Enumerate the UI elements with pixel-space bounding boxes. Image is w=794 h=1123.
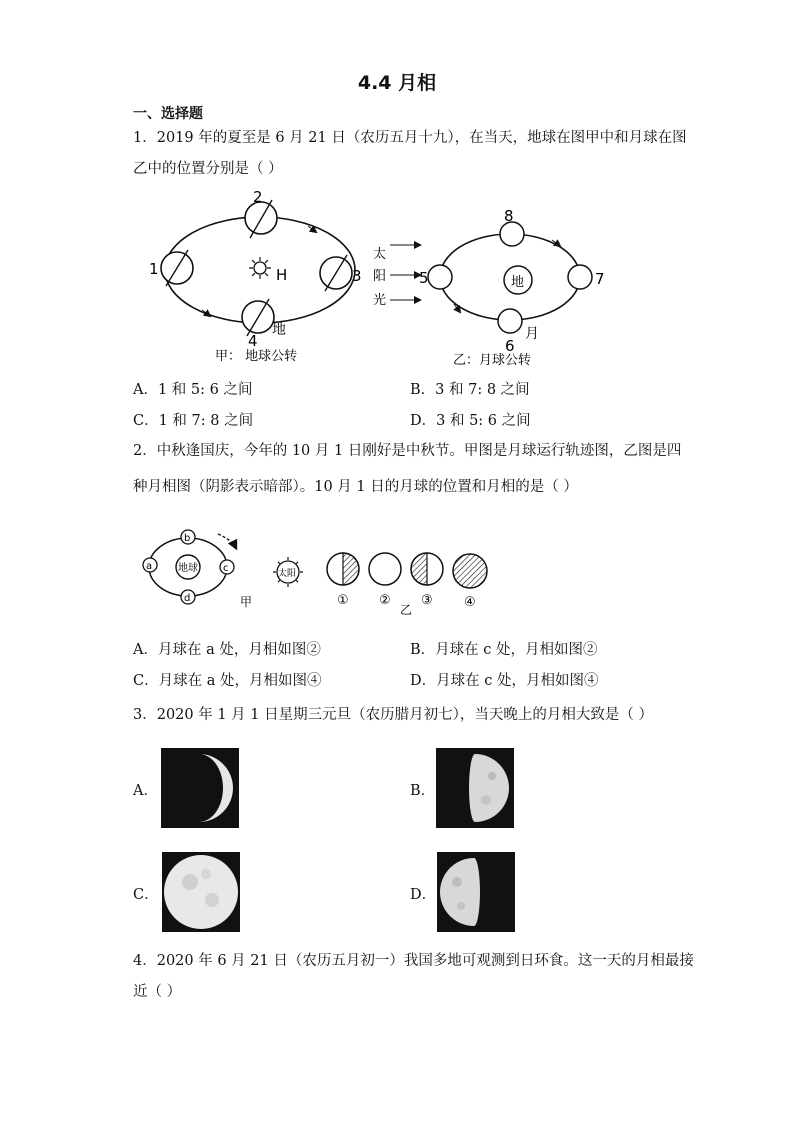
- moon-position-6: [498, 309, 522, 333]
- question-1-option-a[interactable]: A．1 和 5: 6 之间: [133, 382, 253, 398]
- sunlight-label-2: 阳: [373, 269, 387, 284]
- question-1-figure: [140, 182, 620, 372]
- question-2-line-2: 种月相图（阴影表示暗部）。10 月 1 日的月球的位置和月相的是（ ）: [133, 479, 578, 495]
- question-2-option-c[interactable]: C．月球在 a 处，月相如图④: [133, 673, 322, 689]
- question-3-option-a[interactable]: A．: [133, 783, 158, 799]
- figure-jia-label: 甲: [240, 595, 253, 609]
- sun-label: 太阳: [278, 569, 297, 579]
- label-5: 5: [419, 269, 429, 287]
- label-a: a: [146, 561, 153, 572]
- moon-phase-2: [369, 553, 401, 585]
- question-3-option-c[interactable]: C．: [133, 887, 159, 903]
- question-2-option-b[interactable]: B．月球在 c 处，月相如图②: [410, 642, 598, 658]
- moon-photo-b: [436, 748, 514, 828]
- label-3: 3: [352, 267, 362, 285]
- earth-label: 地球: [178, 563, 198, 574]
- question-2-option-d[interactable]: D．月球在 c 处，月相如图④: [410, 673, 599, 689]
- figure-yi-label: 乙: [400, 603, 413, 617]
- moon-phase-4: [453, 554, 487, 588]
- page-title: 4.4 月相: [357, 72, 437, 94]
- moon-phase-1: [327, 553, 359, 585]
- label-8: 8: [504, 207, 514, 225]
- moon-position-5: [428, 265, 452, 289]
- label-1: 1: [149, 260, 159, 278]
- moon-photo-d: [437, 852, 515, 932]
- question-1-line-2: 乙中的位置分别是（ ）: [133, 161, 283, 177]
- question-2-option-a[interactable]: A．月球在 a 处，月相如图②: [133, 642, 321, 658]
- moon-photo-a: [161, 748, 239, 828]
- question-3-line-1: 3．2020 年 1 月 1 日星期三元旦（农历腊月初七），当天晚上的月相大致是（ ）: [133, 707, 653, 723]
- label-c: c: [223, 563, 229, 574]
- earth-orbit-diagram: [149, 188, 362, 364]
- sun-label: H: [276, 266, 288, 284]
- section-heading: 一、选择题: [133, 106, 203, 122]
- sun-icon: [249, 257, 271, 279]
- question-3-option-b[interactable]: B．: [410, 783, 436, 799]
- question-4-line-1: 4．2020 年 6 月 21 日（农历五月初一）我国多地可观测到日环食。这一天的月相最接: [133, 953, 694, 969]
- label-d: d: [184, 593, 191, 604]
- question-1-line-1: 1．2019 年的夏至是 6 月 21 日（农历五月十九），在当天，地球在图甲中和月球在图: [133, 130, 687, 146]
- sunlight-label-3: 光: [373, 293, 387, 308]
- figure-jia-caption: 甲： 地球公转: [215, 349, 298, 364]
- question-4-line-2: 近（ ）: [133, 984, 182, 1000]
- label-2: 2: [253, 188, 263, 206]
- moon-position-7: [568, 265, 592, 289]
- earth-center-label: 地: [511, 275, 525, 290]
- phase-label-2: ②: [379, 593, 391, 608]
- label-7: 7: [595, 270, 605, 288]
- label-6: 6: [505, 337, 515, 355]
- moon-phase-3: [411, 553, 443, 585]
- moon-label: 月: [525, 326, 539, 342]
- earth-label: 地: [272, 322, 286, 338]
- figure-yi-caption: 乙：月球公转: [453, 353, 532, 368]
- sunlight-label-1: 太: [373, 247, 387, 262]
- phase-label-1: ①: [337, 593, 349, 608]
- moon-position-8: [500, 222, 524, 246]
- moon-photo-c: [162, 852, 240, 932]
- phase-label-4: ④: [464, 595, 476, 610]
- moon-orbit-diagram: [373, 207, 605, 368]
- question-1-option-b[interactable]: B．3 和 7: 8 之间: [410, 382, 530, 398]
- label-4: 4: [248, 332, 258, 350]
- question-3-option-d[interactable]: D．: [410, 887, 437, 903]
- phase-label-3: ③: [421, 593, 433, 608]
- question-1-option-d[interactable]: D．3 和 5: 6 之间: [410, 413, 531, 429]
- question-2-figure: [140, 522, 500, 617]
- question-1-option-c[interactable]: C．1 和 7: 8 之间: [133, 413, 254, 429]
- question-2-line-1: 2．中秋逢国庆，今年的 10 月 1 日刚好是中秋节。甲图是月球运行轨迹图，乙图是四: [133, 443, 682, 459]
- label-b: b: [184, 533, 191, 544]
